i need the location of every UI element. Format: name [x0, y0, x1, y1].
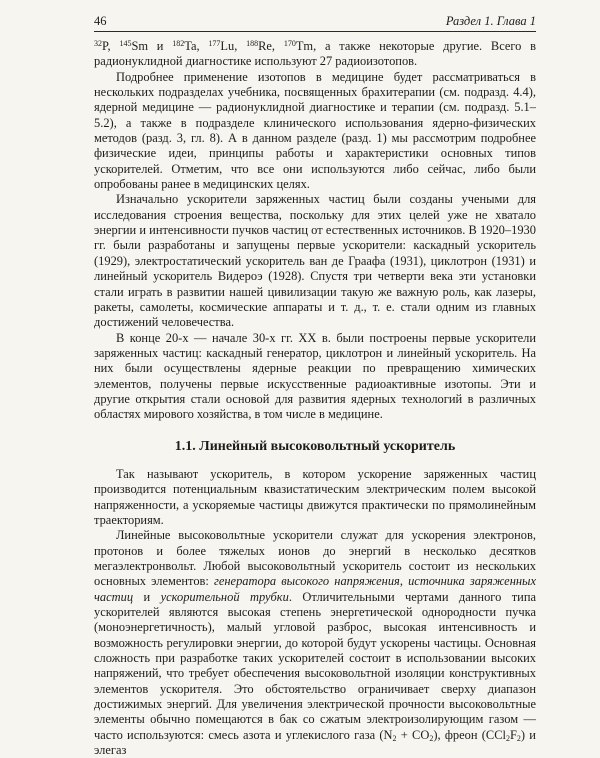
paragraph-first-accelerators: В конце 20-х — начале 30-х гг. XX в. были построены первые ускорители заряженных частиц: каскадный генератор, циклотрон и линейный ускоритель. На них были осуществлены ядерные реакции по превращению химических элементов, получены первые искусственные радиоактивные изотопы. Эти и другие открытия стали основой для развития ядерных технологий в различных областях мирового хозяйства, в том числе в медицине. [94, 330, 536, 422]
paragraph-textbook-overview: Подробнее применение изотопов в медицине будет рассматриваться в нескольких подразделах учебника, посвященных брахитерапии (см. подразд. 4.4), ядерной медицине — радионуклидной диагностике и терапии (см. подразд. 5.1–5.2), а также в подразделе клинического использования ядерно-физических методов (разд. 3, гл. 8). А в данном разделе (разд. 1) мы рассмотрим подробнее физические идеи, принципы работы и характеристики основных типов ускорителей. Отметим, что все они используются либо сейчас, либо были опробованы ранее в медицинских целях. [94, 69, 536, 192]
text-run: и [133, 589, 161, 604]
text-run: , [399, 574, 409, 589]
superscript-mass-number: 188 [246, 39, 259, 48]
element-symbol: Ta [184, 39, 197, 53]
superscript-mass-number: 32 [94, 39, 102, 48]
element-symbol: Re [258, 39, 272, 53]
paragraph-tail: , а также некоторые другие. Всего в радионуклидной диагностике используют 27 радиоизотопов. [94, 39, 537, 69]
running-title: Раздел 1. Глава 1 [445, 14, 536, 28]
paragraph-definition: Так называют ускоритель, в котором ускорение заряженных частиц производится потенциальным квазистатическим электрическим полем высокой напряженности, а ускоряемые частицы движутся практически по прямолинейным траекториям. [94, 466, 536, 527]
emphasis-term: источника заряженных частиц [94, 574, 536, 604]
element-symbol: Sm [131, 39, 149, 53]
subscript-index: 2 [429, 733, 434, 743]
paragraph-linear-accelerators [94, 528, 536, 758]
subscript-index: 2 [516, 733, 521, 743]
superscript-mass-number: 170 [283, 39, 296, 48]
text-run: Линейные высоковольтные ускорители служат для ускорения электронов, протонов и более тяжелых ионов до энергий в несколько десятков мегаэлектронвольт. Любой высоковольтный ускоритель состоит из нескольких основных элементов: [94, 528, 536, 589]
emphasis-term: генератора высокого напряжения [214, 574, 400, 589]
section-heading: 1.1. Линейный высоковольтный ускоритель [174, 438, 456, 454]
text-run: . Отличительными чертами данного типа ускорителей являются высокая степень энергетической однородности пучка (моноэнергетичность), малый угловой разброс, высокая интенсивность и возможность регулировки энергии, до которой будут ускорены частицы. Основная сложность при разработке таких ускорителей состоит в использовании высоких напряжений, что требует обеспечения высоковольтной изоляции конструктивных элементов ускорителя. Это обстоятельство ограничивает сверху диапазон достижимых энергий. Для увеличения электрической прочности высоковольтные элементы обычно помещаются в бак со сжатым электроизолирующим газом — часто используются: смесь азота и углекислого газа (N [94, 589, 536, 742]
subscript-index: 2 [505, 733, 510, 743]
paragraph-isotope-list: $^{32}$P, $^{145}$Sm и $^{182}$Ta, $^{177}$Lu, $^{188}$Re, $^{170}$Tm, а также некоторые другие. Всего в радионуклидной диагностике используют 27 радиоизотопов. [94, 39, 537, 69]
subscript-index: 2 [392, 733, 397, 743]
body-text [94, 39, 536, 758]
element-symbol: Tm [295, 39, 314, 53]
text-run: F [509, 727, 517, 742]
superscript-mass-number: 182 [172, 39, 185, 48]
conjunction: и [148, 39, 173, 53]
element-symbol: P [102, 39, 108, 53]
text-run: ) и элегаз [94, 727, 536, 758]
running-head [94, 14, 536, 32]
page-number: 46 [94, 14, 107, 28]
text-run: + CO [396, 727, 430, 742]
paragraph-accelerator-history: Изначально ускорители заряженных частиц были созданы учеными для исследования строения вещества, поскольку для этих целей уже не хватало энергии и интенсивности пучков частиц от естественных источников. В 1920–1930 гг. были разработаны и запущены первые ускорители: каскадный ускоритель (1929), электростатический ускоритель ван де Граафа (1931), циклотрон (1931) и линейный ускоритель Видероэ (1928). Спустя три четверти века эти установки стали играть в развитии нашей цивилизации такую же важную роль, как лазеры, ракеты, самолеты, космические аппараты и т. д., т. е. стали одним из главных достижений человечества. [94, 192, 536, 330]
superscript-mass-number: 177 [208, 39, 221, 48]
emphasis-term: ускорительной трубки [160, 589, 289, 604]
text-run: ), фреон (CCl [433, 727, 506, 742]
element-symbol: Lu [220, 39, 235, 53]
superscript-mass-number: 145 [119, 39, 132, 48]
